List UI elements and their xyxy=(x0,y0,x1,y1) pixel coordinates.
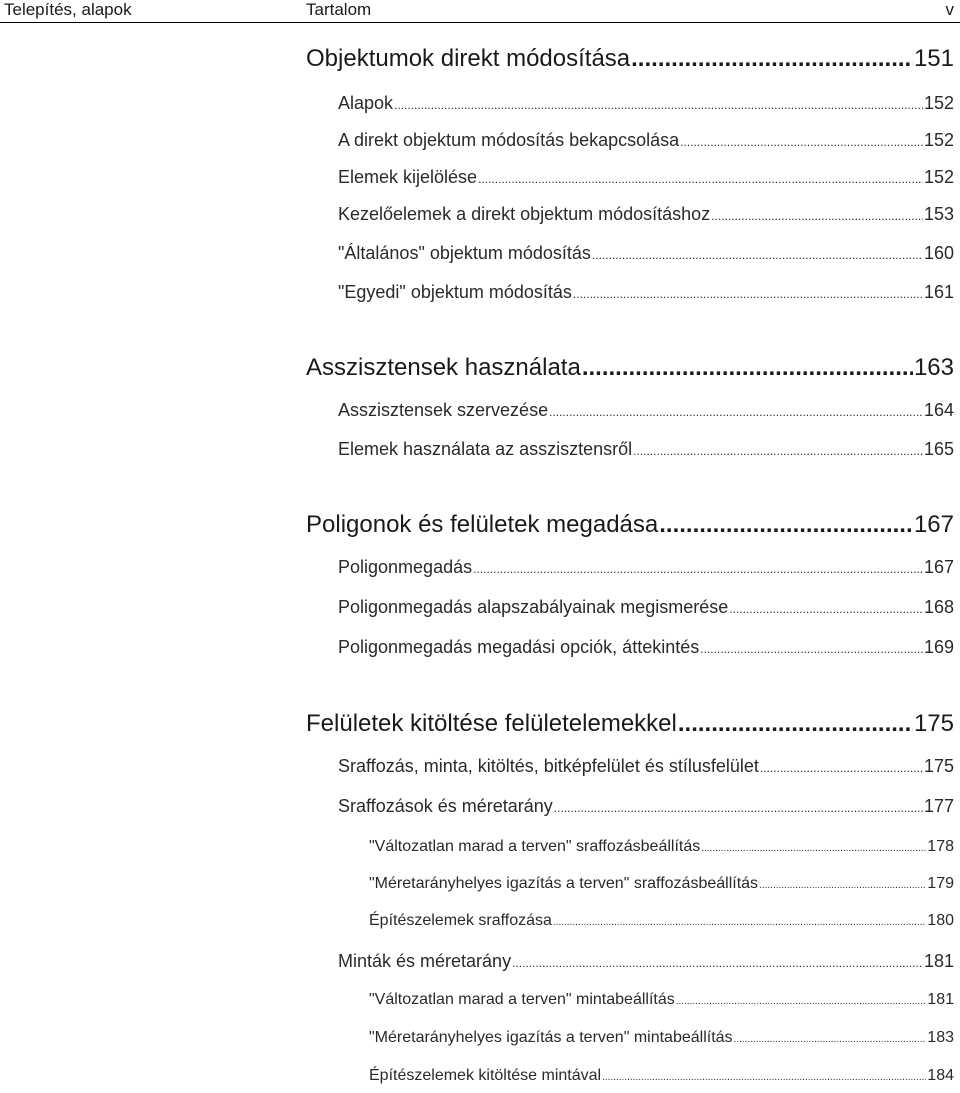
toc-section-entry[interactable] xyxy=(338,243,954,264)
toc-entry-page: 160 xyxy=(923,243,954,263)
dot-leader xyxy=(659,511,913,539)
toc-entry-title: Építészelemek kitöltése mintával xyxy=(369,1067,602,1084)
toc-entry-title: Poligonmegadás xyxy=(338,557,473,577)
toc-entry-title: Poligonok és felületek megadása xyxy=(306,511,659,538)
toc-chapter-entry[interactable] xyxy=(306,45,954,73)
dot-leader xyxy=(592,248,923,262)
toc-section-entry[interactable] xyxy=(338,951,954,972)
toc-entry-page: 161 xyxy=(923,282,954,302)
dot-leader xyxy=(573,287,923,301)
toc-section-entry[interactable] xyxy=(338,400,954,421)
toc-entry-page: 169 xyxy=(923,637,954,657)
toc-entry-page: 178 xyxy=(927,838,954,855)
dot-leader xyxy=(394,98,923,112)
dot-leader xyxy=(631,45,913,73)
toc-section-entry[interactable] xyxy=(338,130,954,151)
toc-entry-page: 153 xyxy=(923,204,954,224)
header-section-title: Telepítés, alapok xyxy=(4,0,132,19)
toc-entry-title: "Változatlan marad a terven" sraffozásbeállítás xyxy=(369,838,701,855)
running-header xyxy=(0,0,960,23)
dot-leader xyxy=(553,917,926,928)
toc-entry-title: "Méretarányhelyes igazítás a terven" mintabeállítás xyxy=(369,1029,733,1046)
toc-entry-page: 152 xyxy=(923,130,954,150)
dot-leader xyxy=(582,354,913,382)
toc-section-entry[interactable] xyxy=(338,204,954,225)
toc-section-entry[interactable] xyxy=(338,93,954,114)
toc-entry-title: Poligonmegadás megadási opciók, áttekintés xyxy=(338,637,700,657)
toc-subsection-entry[interactable] xyxy=(369,1067,954,1085)
toc-entry-title: "Egyedi" objektum módosítás xyxy=(338,282,572,302)
dot-leader xyxy=(602,1072,926,1083)
dot-leader xyxy=(729,602,923,616)
toc-chapter-entry[interactable] xyxy=(306,511,954,539)
toc-subsection-entry[interactable] xyxy=(369,991,954,1009)
toc-entry-page: 167 xyxy=(913,511,954,538)
toc-entry-title: Építészelemek sraffozása xyxy=(369,912,552,929)
toc-section-entry[interactable] xyxy=(338,167,954,188)
toc-entry-title: Sraffozások és méretarány xyxy=(338,796,553,816)
dot-leader xyxy=(473,562,923,576)
toc-entry-page: 165 xyxy=(923,439,954,459)
toc-entry-title: Alapok xyxy=(338,93,394,113)
dot-leader xyxy=(512,956,923,970)
toc-section-entry[interactable] xyxy=(338,597,954,618)
dot-leader xyxy=(633,444,923,458)
toc-entry-title: Sraffozás, minta, kitöltés, bitképfelület és stílusfelület xyxy=(338,756,759,776)
toc-subsection-entry[interactable] xyxy=(369,875,954,893)
toc-section-entry[interactable] xyxy=(338,439,954,460)
toc-section-entry[interactable] xyxy=(338,637,954,658)
toc-entry-title: Felületek kitöltése felületelemekkel xyxy=(306,710,677,737)
toc-subsection-entry[interactable] xyxy=(369,1029,954,1047)
toc-entry-title: "Méretarányhelyes igazítás a terven" sraffozásbeállítás xyxy=(369,875,759,892)
toc-entry-title: A direkt objektum módosítás bekapcsolása xyxy=(338,130,680,150)
dot-leader xyxy=(676,996,927,1007)
toc-subsection-entry[interactable] xyxy=(369,838,954,856)
toc-chapter-entry[interactable] xyxy=(306,710,954,738)
toc-entry-title: Asszisztensek használata xyxy=(306,354,581,381)
dot-leader xyxy=(680,135,923,149)
toc-entry-page: 181 xyxy=(923,951,954,971)
toc-entry-page: 167 xyxy=(923,557,954,577)
toc-entry-page: 184 xyxy=(927,1067,954,1084)
header-chapter-title: Tartalom xyxy=(306,0,372,19)
dot-leader xyxy=(554,801,923,815)
toc-entry-page: 163 xyxy=(913,354,954,381)
toc-section-entry[interactable] xyxy=(338,796,954,817)
toc-entry-page: 168 xyxy=(923,597,954,617)
toc-section-entry[interactable] xyxy=(338,282,954,303)
toc-entry-page: 175 xyxy=(923,756,954,776)
toc-entry-title: Kezelőelemek a direkt objektum módosításhoz xyxy=(338,204,711,224)
toc-entry-title: Asszisztensek szervezése xyxy=(338,400,549,420)
toc-section-entry[interactable] xyxy=(338,756,954,777)
toc-entry-title: Poligonmegadás alapszabályainak megismerése xyxy=(338,597,729,617)
toc-entry-title: "Általános" objektum módosítás xyxy=(338,243,591,263)
toc-entry-page: 183 xyxy=(927,1029,954,1046)
toc-entry-title: "Változatlan marad a terven" mintabeállítás xyxy=(369,991,675,1008)
toc-entry-page: 152 xyxy=(923,167,954,187)
toc-entry-page: 177 xyxy=(923,796,954,816)
toc-entry-title: Minták és méretarány xyxy=(338,951,512,971)
toc-entry-title: Elemek kijelölése xyxy=(338,167,478,187)
toc-entry-page: 181 xyxy=(927,991,954,1008)
toc-entry-page: 164 xyxy=(923,400,954,420)
dot-leader xyxy=(760,761,923,775)
dot-leader xyxy=(759,880,926,891)
toc-entry-title: Objektumok direkt módosítása xyxy=(306,45,631,72)
dot-leader xyxy=(700,642,923,656)
dot-leader xyxy=(734,1034,927,1045)
dot-leader xyxy=(701,843,926,854)
toc-entry-title: Elemek használata az asszisztensről xyxy=(338,439,633,459)
toc-chapter-entry[interactable] xyxy=(306,354,954,382)
dot-leader xyxy=(711,209,923,223)
toc-entry-page: 151 xyxy=(913,45,954,72)
toc-section-entry[interactable] xyxy=(338,557,954,578)
header-page-number: v xyxy=(945,0,954,19)
toc-entry-page: 152 xyxy=(923,93,954,113)
toc-entry-page: 179 xyxy=(927,875,954,892)
toc-entry-page: 175 xyxy=(913,710,954,737)
toc-entry-page: 180 xyxy=(927,912,954,929)
toc-subsection-entry[interactable] xyxy=(369,912,954,930)
dot-leader xyxy=(678,710,913,738)
dot-leader xyxy=(478,172,923,186)
dot-leader xyxy=(549,405,923,419)
